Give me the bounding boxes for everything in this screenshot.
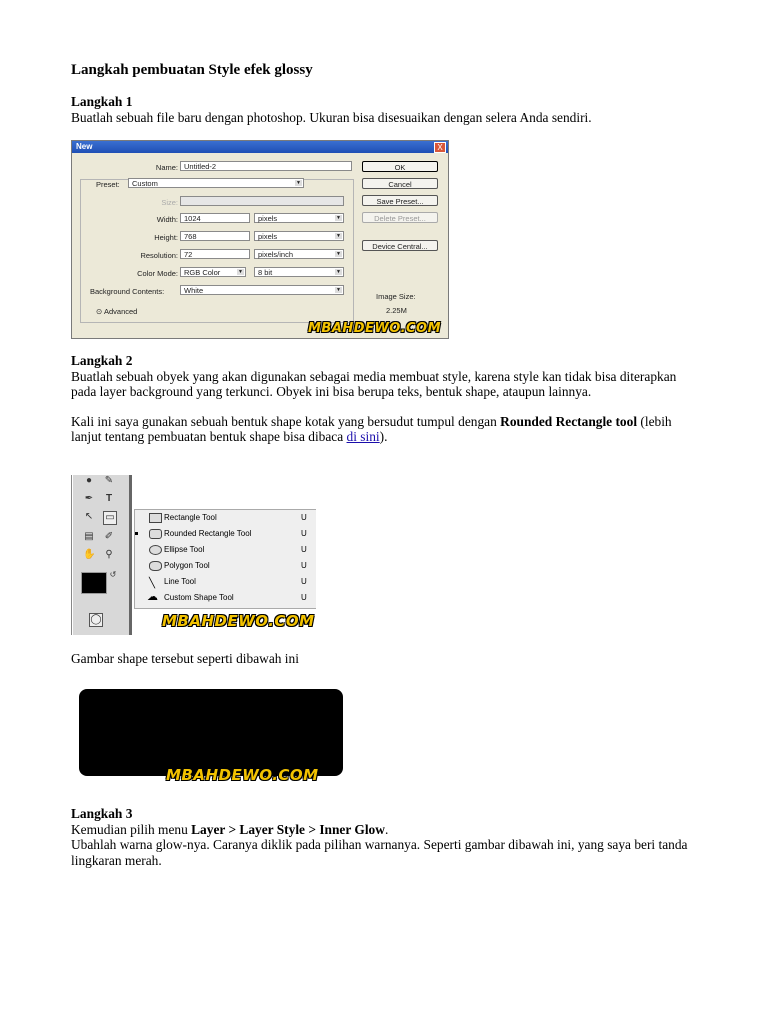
polygon-icon	[149, 561, 162, 571]
step3-heading: Langkah 3	[71, 806, 133, 821]
step1-block	[71, 94, 701, 125]
path-selection-icon[interactable]: ↖	[84, 511, 94, 522]
chevron-down-icon: ▼	[296, 180, 301, 186]
size-select	[180, 196, 344, 206]
step2-block	[71, 353, 701, 445]
selected-bullet-icon	[135, 532, 138, 535]
step3-line1-end: .	[384, 821, 389, 837]
width-unit-select[interactable]	[254, 213, 344, 223]
step2-para2-text-b: (lebih lanjut tentang pembuatan bentuk shape bisa dibaca	[71, 413, 672, 445]
menu-item-shortcut: U	[301, 529, 307, 538]
watermark-logo: MBAHDEWO.COM	[166, 766, 319, 784]
toolbox-column	[73, 475, 132, 635]
preset-label: Preset:	[96, 180, 120, 189]
shape-caption: Gambar shape tersebut seperti dibawah ini	[71, 651, 299, 666]
step3-line1	[71, 822, 701, 838]
height-input[interactable]: 768	[180, 231, 250, 241]
cancel-button[interactable]: Cancel	[362, 178, 438, 189]
name-field[interactable]: Untitled-2	[180, 161, 352, 171]
advanced-toggle[interactable]	[96, 307, 137, 316]
chevron-down-icon: ▼	[336, 287, 341, 293]
menu-item-polygon-tool[interactable]	[135, 558, 316, 573]
width-label: Width:	[156, 215, 178, 224]
resolution-unit: pixels/inch	[258, 250, 294, 259]
dodge-tool-icon[interactable]: ✎	[104, 475, 114, 486]
foreground-color-swatch[interactable]	[81, 572, 107, 594]
menu-item-label: Custom Shape Tool	[164, 593, 234, 602]
advanced-label: Advanced	[103, 307, 138, 316]
image-size-value: 2.25M	[386, 306, 407, 315]
preset-select[interactable]	[128, 178, 304, 188]
rounded-rectangle-shape	[79, 689, 343, 776]
menu-item-rounded-rectangle-tool[interactable]	[135, 526, 316, 541]
zoom-tool-icon[interactable]: ⚲	[105, 549, 113, 560]
background-label: Background Contents:	[90, 287, 165, 296]
menu-item-shortcut: U	[301, 561, 307, 570]
colormode-value: RGB Color	[184, 268, 221, 277]
background-select[interactable]	[180, 285, 344, 295]
step2-para2-text-a: Kali ini saya gunakan sebuah bentuk shape kotak yang bersudut tumpul dengan	[71, 413, 501, 429]
watermark-logo: MBAHDEWO.COM	[308, 321, 442, 336]
watermark-logo: MBAHDEWO.COM	[162, 612, 315, 630]
menu-item-shortcut: U	[301, 577, 307, 586]
chevron-down-icon: ▼	[336, 269, 341, 275]
menu-item-label: Ellipse Tool	[164, 545, 205, 554]
step3-block	[71, 806, 701, 868]
chevron-down-icon: ▼	[336, 251, 341, 257]
step2-para2-text-c: ).	[379, 429, 388, 445]
colormode-select[interactable]	[180, 267, 246, 277]
height-label: Height:	[154, 233, 178, 242]
chevron-down-icon: ▼	[238, 269, 243, 275]
save-preset-button[interactable]: Save Preset...	[362, 195, 438, 206]
step2-heading: Langkah 2	[71, 353, 133, 368]
quick-mask-icon[interactable]: ◯	[90, 614, 102, 625]
menu-item-label: Rectangle Tool	[164, 513, 217, 522]
rectangle-icon	[149, 513, 162, 523]
width-input[interactable]: 1024	[180, 213, 250, 223]
colormode-label: Color Mode:	[137, 269, 178, 278]
size-label: Size:	[161, 198, 178, 207]
preset-value: Custom	[132, 179, 158, 188]
image-size-label: Image Size:	[376, 292, 416, 301]
resolution-input[interactable]: 72	[180, 249, 250, 259]
height-unit: pixels	[258, 232, 278, 241]
menu-item-label: Polygon Tool	[164, 561, 210, 570]
menu-item-shortcut: U	[301, 513, 307, 522]
step3-line1-text: Kemudian pilih menu	[71, 821, 192, 837]
device-central-button[interactable]: Device Central...	[362, 240, 438, 251]
ok-button[interactable]: OK	[362, 161, 438, 172]
menu-item-line-tool[interactable]	[135, 574, 316, 589]
di-sini-link[interactable]: di sini	[346, 429, 380, 445]
step3-text: Ubahlah warna glow-nya. Caranya diklik pada pilihan warnanya. Seperti gambar dibawah ini, yang saya beri tanda lingkaran merah.	[71, 837, 688, 868]
menu-item-shortcut: U	[301, 593, 307, 602]
height-unit-select[interactable]	[254, 231, 344, 241]
menu-item-label: Rounded Rectangle Tool	[164, 529, 252, 538]
custom-shape-icon: ☁	[147, 591, 158, 603]
background-value: White	[184, 286, 204, 295]
eyedropper-icon[interactable]: ✐	[104, 531, 114, 542]
bitdepth-select[interactable]	[254, 267, 344, 277]
step2-text: Buatlah sebuah obyek yang akan digunakan sebagai media membuat style, karena style kan tidak bisa diterapkan pada layer background yang terkunci. Obyek ini bisa berupa teks, bentuk shape, ataupun lainnya.	[71, 368, 677, 400]
menu-path-text: Layer > Layer Style > Inner Glow	[191, 821, 385, 837]
chevron-down-icon: ▼	[336, 215, 341, 221]
menu-item-label: Line Tool	[164, 577, 196, 586]
type-tool-icon[interactable]: T	[105, 493, 113, 504]
dialog-titlebar	[72, 141, 448, 153]
step1-text: Buatlah sebuah file baru dengan photoshop. Ukuran bisa disesuaikan dengan selera Anda sendiri.	[71, 109, 592, 125]
shape-tool-flyout-menu	[134, 509, 316, 609]
chevron-down-icon: ▼	[336, 233, 341, 239]
step2-para2	[71, 414, 701, 445]
menu-item-custom-shape-tool[interactable]	[135, 590, 316, 605]
hand-tool-icon[interactable]: ✋	[83, 549, 96, 560]
menu-item-rectangle-tool[interactable]	[135, 510, 316, 525]
resolution-label: Resolution:	[140, 251, 178, 260]
resolution-unit-select[interactable]	[254, 249, 344, 259]
delete-preset-button: Delete Preset...	[362, 212, 438, 223]
step1-heading: Langkah 1	[71, 94, 133, 109]
blur-tool-icon[interactable]: ●	[85, 475, 93, 486]
menu-item-shortcut: U	[301, 545, 307, 554]
pen-tool-icon[interactable]: ✒	[84, 493, 94, 504]
menu-item-ellipse-tool[interactable]	[135, 542, 316, 557]
new-dialog-screenshot	[71, 140, 449, 339]
bitdepth-value: 8 bit	[258, 268, 273, 277]
width-unit: pixels	[258, 214, 278, 223]
swap-colors-icon[interactable]: ↺	[109, 570, 117, 579]
rounded-rectangle-tool-term: Rounded Rectangle tool	[500, 413, 638, 429]
name-label: Name:	[155, 163, 178, 172]
shape-tool-menu-screenshot	[71, 475, 316, 635]
shape-tool-icon[interactable]: ▭	[103, 511, 117, 525]
line-icon: ╲	[149, 578, 156, 589]
chevron-down-icon: ⊙	[96, 307, 103, 316]
notes-tool-icon[interactable]: ▤	[84, 531, 94, 542]
rounded-rectangle-icon	[149, 529, 162, 539]
ellipse-icon	[149, 545, 162, 555]
close-icon[interactable]: X	[434, 142, 446, 153]
page-title: Langkah pembuatan Style efek glossy	[71, 62, 313, 78]
dialog-title: New	[76, 142, 93, 151]
